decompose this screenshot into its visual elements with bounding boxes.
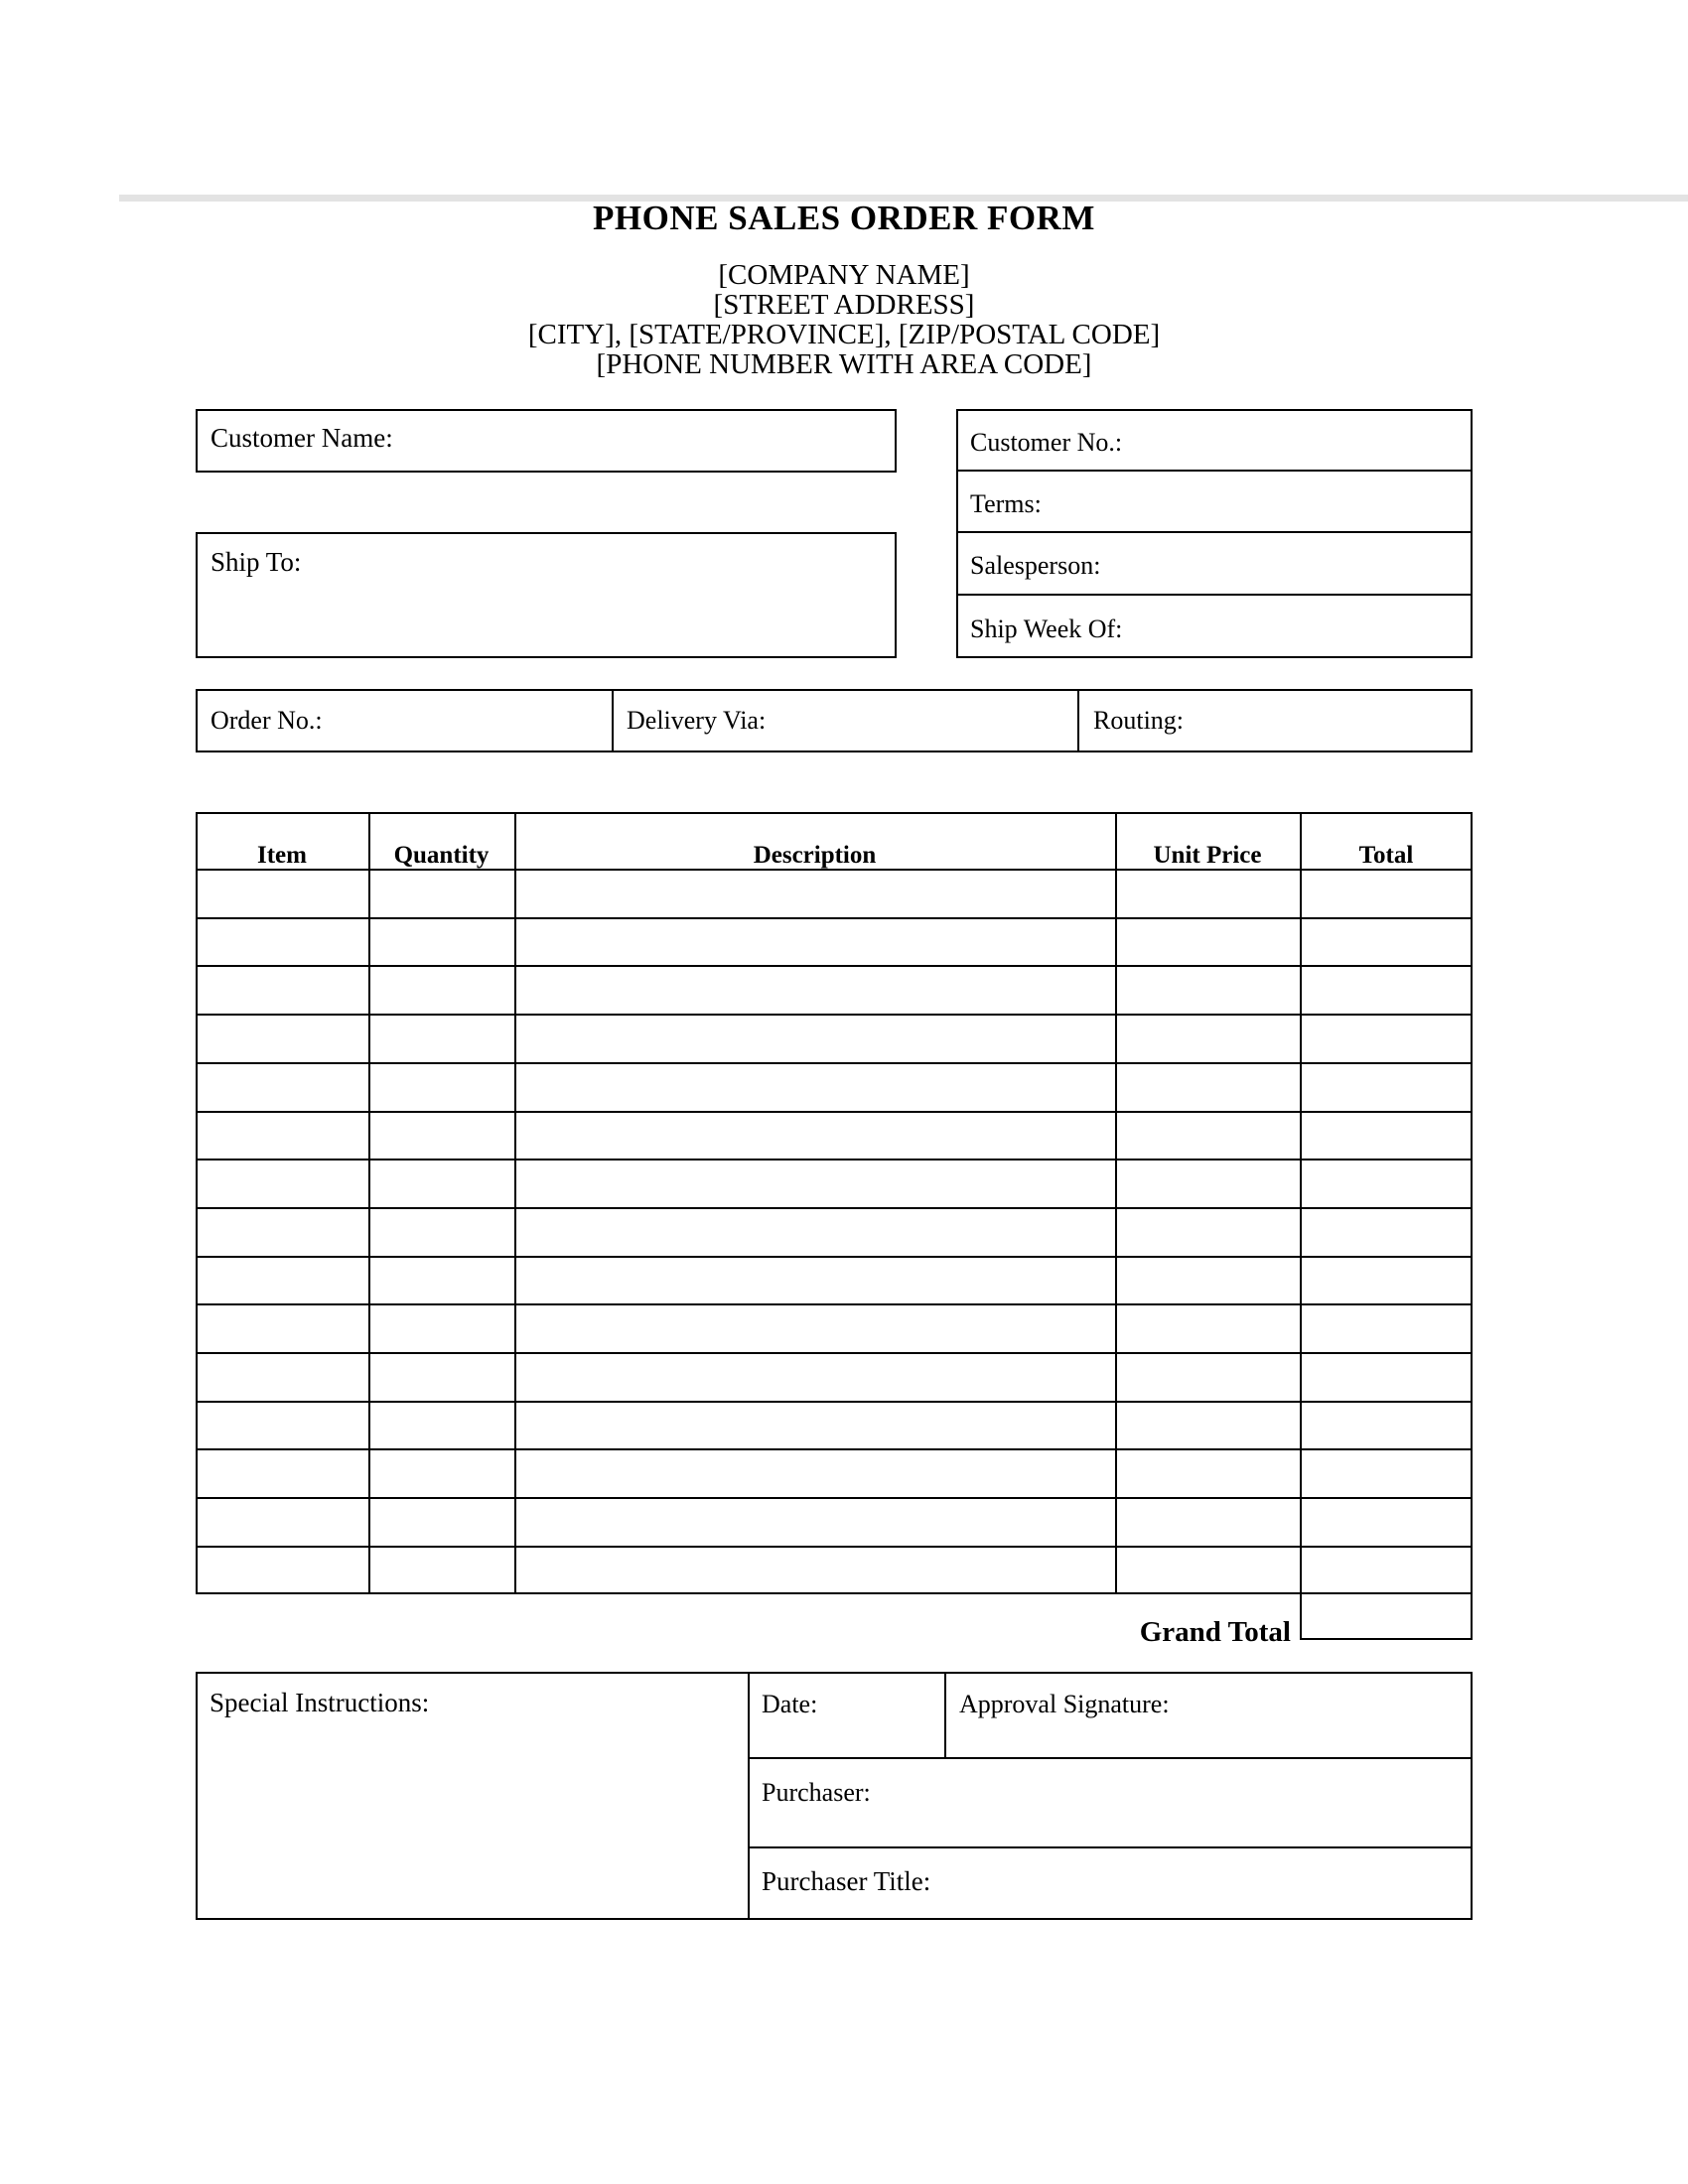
table-cell-total[interactable] [1306, 1456, 1467, 1489]
table-cell-item[interactable] [202, 1456, 362, 1489]
table-cell-item[interactable] [202, 1166, 362, 1199]
items-row-rule [196, 1546, 1473, 1548]
table-cell-quantity[interactable] [374, 1554, 508, 1586]
footer-divider [748, 1757, 1473, 1759]
table-cell-total[interactable] [1306, 1554, 1467, 1586]
customer-no-label: Customer No.: [970, 428, 1123, 457]
purchaser-label: Purchaser: [762, 1778, 871, 1807]
items-row-rule [196, 1159, 1473, 1160]
items-row-rule [196, 917, 1473, 919]
column-header-total: Total [1358, 842, 1414, 869]
footer-divider [748, 1672, 750, 1920]
table-cell-total[interactable] [1306, 1070, 1467, 1103]
table-cell-description[interactable] [520, 1070, 1109, 1103]
items-column-divider [368, 812, 370, 1594]
table-cell-quantity[interactable] [374, 925, 508, 958]
table-cell-unit-price[interactable] [1121, 1554, 1294, 1586]
items-row-rule [196, 1401, 1473, 1403]
table-cell-item[interactable] [202, 1505, 362, 1538]
order-divider [612, 689, 614, 752]
table-cell-description[interactable] [520, 925, 1109, 958]
approval-signature-label: Approval Signature: [959, 1690, 1170, 1718]
column-header-description: Description [753, 842, 877, 869]
table-cell-item[interactable] [202, 1215, 362, 1248]
table-cell-unit-price[interactable] [1121, 1070, 1294, 1103]
table-cell-total[interactable] [1306, 1409, 1467, 1441]
routing-label: Routing: [1093, 706, 1185, 735]
table-cell-description[interactable] [520, 1554, 1109, 1586]
table-cell-total[interactable] [1306, 1119, 1467, 1152]
delivery-via-label: Delivery Via: [627, 706, 767, 735]
terms-label: Terms: [970, 489, 1042, 518]
table-cell-unit-price[interactable] [1121, 877, 1294, 909]
table-cell-total[interactable] [1306, 1360, 1467, 1393]
items-row-rule [196, 1014, 1473, 1016]
grand-total-field[interactable] [1300, 1590, 1473, 1640]
items-row-rule [196, 965, 1473, 967]
date-label: Date: [762, 1690, 818, 1718]
table-cell-quantity[interactable] [374, 1070, 508, 1103]
items-column-divider [1115, 812, 1117, 1594]
table-cell-item[interactable] [202, 877, 362, 909]
table-cell-unit-price[interactable] [1121, 1264, 1294, 1297]
table-cell-item[interactable] [202, 925, 362, 958]
table-cell-item[interactable] [202, 1022, 362, 1054]
table-cell-description[interactable] [520, 1166, 1109, 1199]
table-cell-item[interactable] [202, 1311, 362, 1344]
form-title: PHONE SALES ORDER FORM [593, 199, 1095, 237]
salesperson-label: Salesperson: [970, 551, 1101, 580]
table-cell-total[interactable] [1306, 877, 1467, 909]
items-row-rule [196, 1448, 1473, 1450]
table-cell-quantity[interactable] [374, 1360, 508, 1393]
items-row-rule [196, 1207, 1473, 1209]
company-name: [COMPANY NAME] [718, 259, 970, 291]
table-cell-unit-price[interactable] [1121, 1456, 1294, 1489]
ship-week-label: Ship Week Of: [970, 614, 1123, 643]
table-cell-unit-price[interactable] [1121, 1409, 1294, 1441]
table-cell-total[interactable] [1306, 1311, 1467, 1344]
table-cell-unit-price[interactable] [1121, 1311, 1294, 1344]
table-cell-quantity[interactable] [374, 1311, 508, 1344]
table-cell-unit-price[interactable] [1121, 1022, 1294, 1054]
table-cell-description[interactable] [520, 1119, 1109, 1152]
table-cell-item[interactable] [202, 1070, 362, 1103]
table-cell-unit-price[interactable] [1121, 1215, 1294, 1248]
table-cell-unit-price[interactable] [1121, 973, 1294, 1006]
table-cell-quantity[interactable] [374, 1505, 508, 1538]
table-cell-item[interactable] [202, 1264, 362, 1297]
items-row-rule [196, 1497, 1473, 1499]
table-cell-unit-price[interactable] [1121, 1166, 1294, 1199]
table-cell-total[interactable] [1306, 973, 1467, 1006]
table-cell-description[interactable] [520, 1505, 1109, 1538]
table-cell-quantity[interactable] [374, 1456, 508, 1489]
items-column-divider [514, 812, 516, 1594]
table-cell-description[interactable] [520, 1311, 1109, 1344]
table-cell-quantity[interactable] [374, 1215, 508, 1248]
column-header-quantity: Quantity [393, 842, 490, 869]
items-row-rule [196, 1303, 1473, 1305]
table-cell-description[interactable] [520, 1456, 1109, 1489]
purchaser-title-label: Purchaser Title: [762, 1866, 931, 1896]
table-cell-unit-price[interactable] [1121, 1505, 1294, 1538]
special-instructions-label: Special Instructions: [210, 1688, 430, 1717]
grand-total-label: Grand Total [1139, 1616, 1291, 1648]
table-cell-item[interactable] [202, 973, 362, 1006]
table-cell-item[interactable] [202, 1554, 362, 1586]
table-cell-total[interactable] [1306, 1215, 1467, 1248]
footer-divider [748, 1846, 1473, 1848]
ship-to-field[interactable] [196, 532, 897, 658]
table-cell-item[interactable] [202, 1409, 362, 1441]
table-cell-quantity[interactable] [374, 1022, 508, 1054]
phone-number: [PHONE NUMBER WITH AREA CODE] [596, 348, 1092, 380]
items-column-divider [1300, 812, 1302, 1594]
table-cell-description[interactable] [520, 1360, 1109, 1393]
table-cell-quantity[interactable] [374, 1264, 508, 1297]
footer-divider [944, 1672, 946, 1759]
table-cell-description[interactable] [520, 1215, 1109, 1248]
order-divider [1077, 689, 1079, 752]
city-state-zip: [CITY], [STATE/PROVINCE], [ZIP/POSTAL CODE] [527, 319, 1161, 350]
ship-to-label: Ship To: [211, 547, 302, 577]
table-cell-description[interactable] [520, 1264, 1109, 1297]
table-cell-description[interactable] [520, 1409, 1109, 1441]
table-cell-unit-price[interactable] [1121, 1360, 1294, 1393]
table-cell-description[interactable] [520, 973, 1109, 1006]
customer-name-label: Customer Name: [211, 423, 393, 453]
street-address: [STREET ADDRESS] [713, 289, 975, 321]
table-cell-unit-price[interactable] [1121, 925, 1294, 958]
items-row-rule [196, 1111, 1473, 1113]
table-cell-total[interactable] [1306, 925, 1467, 958]
table-cell-total[interactable] [1306, 1505, 1467, 1538]
table-cell-total[interactable] [1306, 1166, 1467, 1199]
order-no-label: Order No.: [211, 706, 323, 735]
table-cell-quantity[interactable] [374, 877, 508, 909]
table-cell-unit-price[interactable] [1121, 1119, 1294, 1152]
table-cell-item[interactable] [202, 1119, 362, 1152]
items-row-rule [196, 1062, 1473, 1064]
items-row-rule [196, 1352, 1473, 1354]
table-cell-quantity[interactable] [374, 1166, 508, 1199]
column-header-item: Item [257, 842, 307, 869]
table-cell-total[interactable] [1306, 1264, 1467, 1297]
table-cell-item[interactable] [202, 1360, 362, 1393]
table-cell-description[interactable] [520, 877, 1109, 909]
items-row-rule [196, 1256, 1473, 1258]
table-cell-quantity[interactable] [374, 973, 508, 1006]
column-header-unit-price: Unit Price [1153, 842, 1262, 869]
table-cell-quantity[interactable] [374, 1409, 508, 1441]
table-cell-quantity[interactable] [374, 1119, 508, 1152]
customer-name-field[interactable] [196, 409, 897, 473]
table-cell-description[interactable] [520, 1022, 1109, 1054]
table-cell-total[interactable] [1306, 1022, 1467, 1054]
